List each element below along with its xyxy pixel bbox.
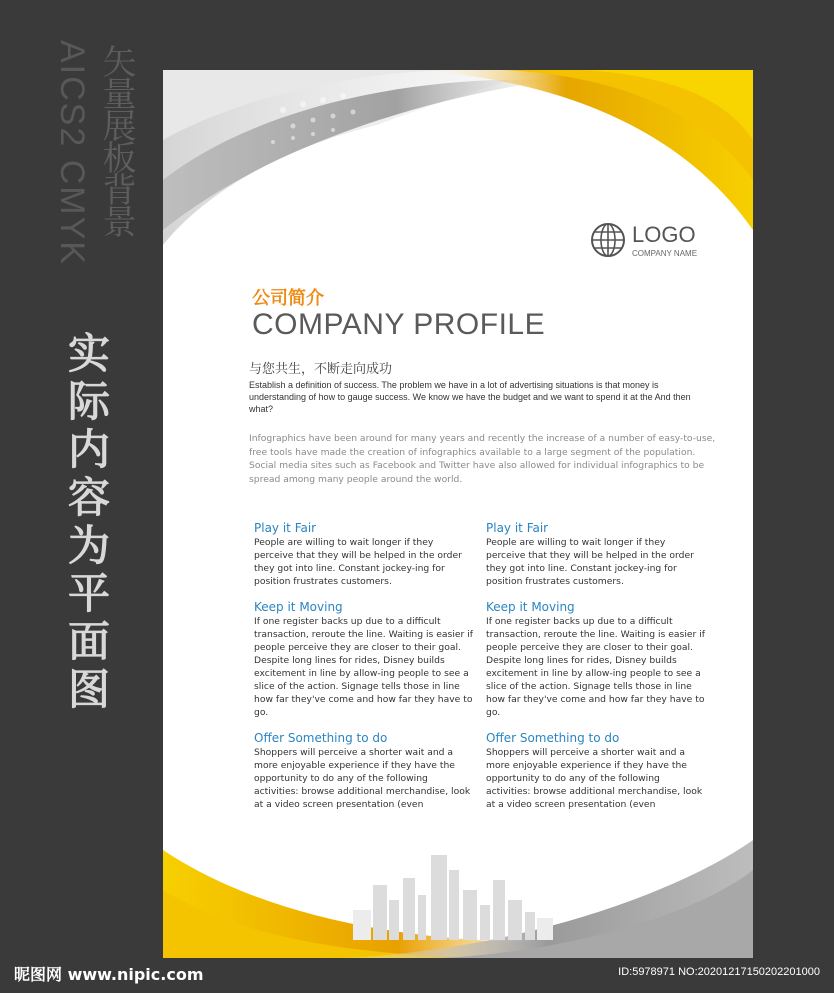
column-right <box>486 520 706 809</box>
intro-paragraph-2: Infographics have been around for many years and recently the increase of a number of easy-to-use, free tools have made the creation of infographics available to a large segment of the population. Social media sites such as Facebook and Twitter have also allowed for individual infographics to be spread among many people around the world. <box>249 433 716 485</box>
section <box>254 520 474 599</box>
section-title: Play it Fair <box>486 521 549 535</box>
side-vertical-latin: AICS2 CMYK <box>53 40 91 266</box>
section-body: Shoppers will perceive a shorter wait and a more enjoyable experience if they have the opportunity to do any of the following activities: browse additional merchandise, look at a video screen presentation (even <box>254 747 471 810</box>
title-cn: 公司简介 <box>252 288 324 309</box>
section-title: Keep it Moving <box>486 600 575 614</box>
side-vertical-cn: 矢量展板背景 <box>96 44 136 236</box>
section-body: Shoppers will perceive a shorter wait and a more enjoyable experience if they have the opportunity to do any of the following activities: browse additional merchandise, look at a video screen presentation (even <box>486 747 703 810</box>
section-title: Play it Fair <box>254 521 317 535</box>
city-skyline-graphic <box>353 850 553 940</box>
title-en: COMPANY PROFILE <box>252 308 546 341</box>
section-title: Offer Something to do <box>254 731 388 745</box>
side-char: 为 <box>67 521 110 570</box>
section-title: Offer Something to do <box>486 731 620 745</box>
side-char: 容 <box>67 473 110 522</box>
logo <box>590 220 730 264</box>
watermark-left: 昵图网 www.nipic.com <box>14 965 204 984</box>
side-char: 图 <box>67 665 110 714</box>
section <box>486 520 706 599</box>
watermark-right: ID:5978971 NO:20201217150202201000 <box>618 966 820 978</box>
intro-paragraph-1: Establish a definition of success. The problem we have in a lot of advertising situations is that money is understanding of how to gauge success. We know we have the budget and we want to spend it at the And then what? <box>249 380 691 414</box>
section <box>486 599 706 730</box>
column-left <box>254 520 474 809</box>
side-char: 际 <box>67 377 110 426</box>
side-char: 平 <box>67 569 110 618</box>
section-title: Keep it Moving <box>254 600 343 614</box>
logo-text: LOGO <box>632 222 696 247</box>
side-char: 实 <box>67 329 110 378</box>
side-vertical-title <box>66 330 112 714</box>
section <box>254 599 474 730</box>
poster-background <box>163 70 753 958</box>
poster <box>163 70 753 958</box>
section-body: If one register backs up due to a difficult transaction, reroute the line. Waiting is easier if people perceive they are closer to their goal. Despite long lines for rides, Disney builds excitement in line by allow-ing people to see a slice of the action. Signage tells those in line how far they've come and how far they have to go. <box>254 616 474 718</box>
section-body: People are willing to wait longer if they perceive that they will be helped in the order they got into line. Constant jockey-ing for position frustrates customers. <box>486 537 694 587</box>
side-char: 面 <box>67 617 110 666</box>
logo-subtext: COMPANY NAME <box>632 249 698 258</box>
slogan: 与您共生，不断走向成功 <box>249 362 393 377</box>
section <box>254 730 474 809</box>
section-body: If one register backs up due to a difficult transaction, reroute the line. Waiting is easier if people perceive they are closer to their goal. Despite long lines for rides, Disney builds excitement in line by allow-ing people to see a slice of the action. Signage tells those in line how far they've come and how far they have to go. <box>486 616 706 718</box>
section <box>486 730 706 809</box>
globe-icon <box>590 222 626 258</box>
side-char: 内 <box>67 425 110 474</box>
section-body: People are willing to wait longer if they perceive that they will be helped in the order they got into line. Constant jockey-ing for position frustrates customers. <box>254 537 462 587</box>
